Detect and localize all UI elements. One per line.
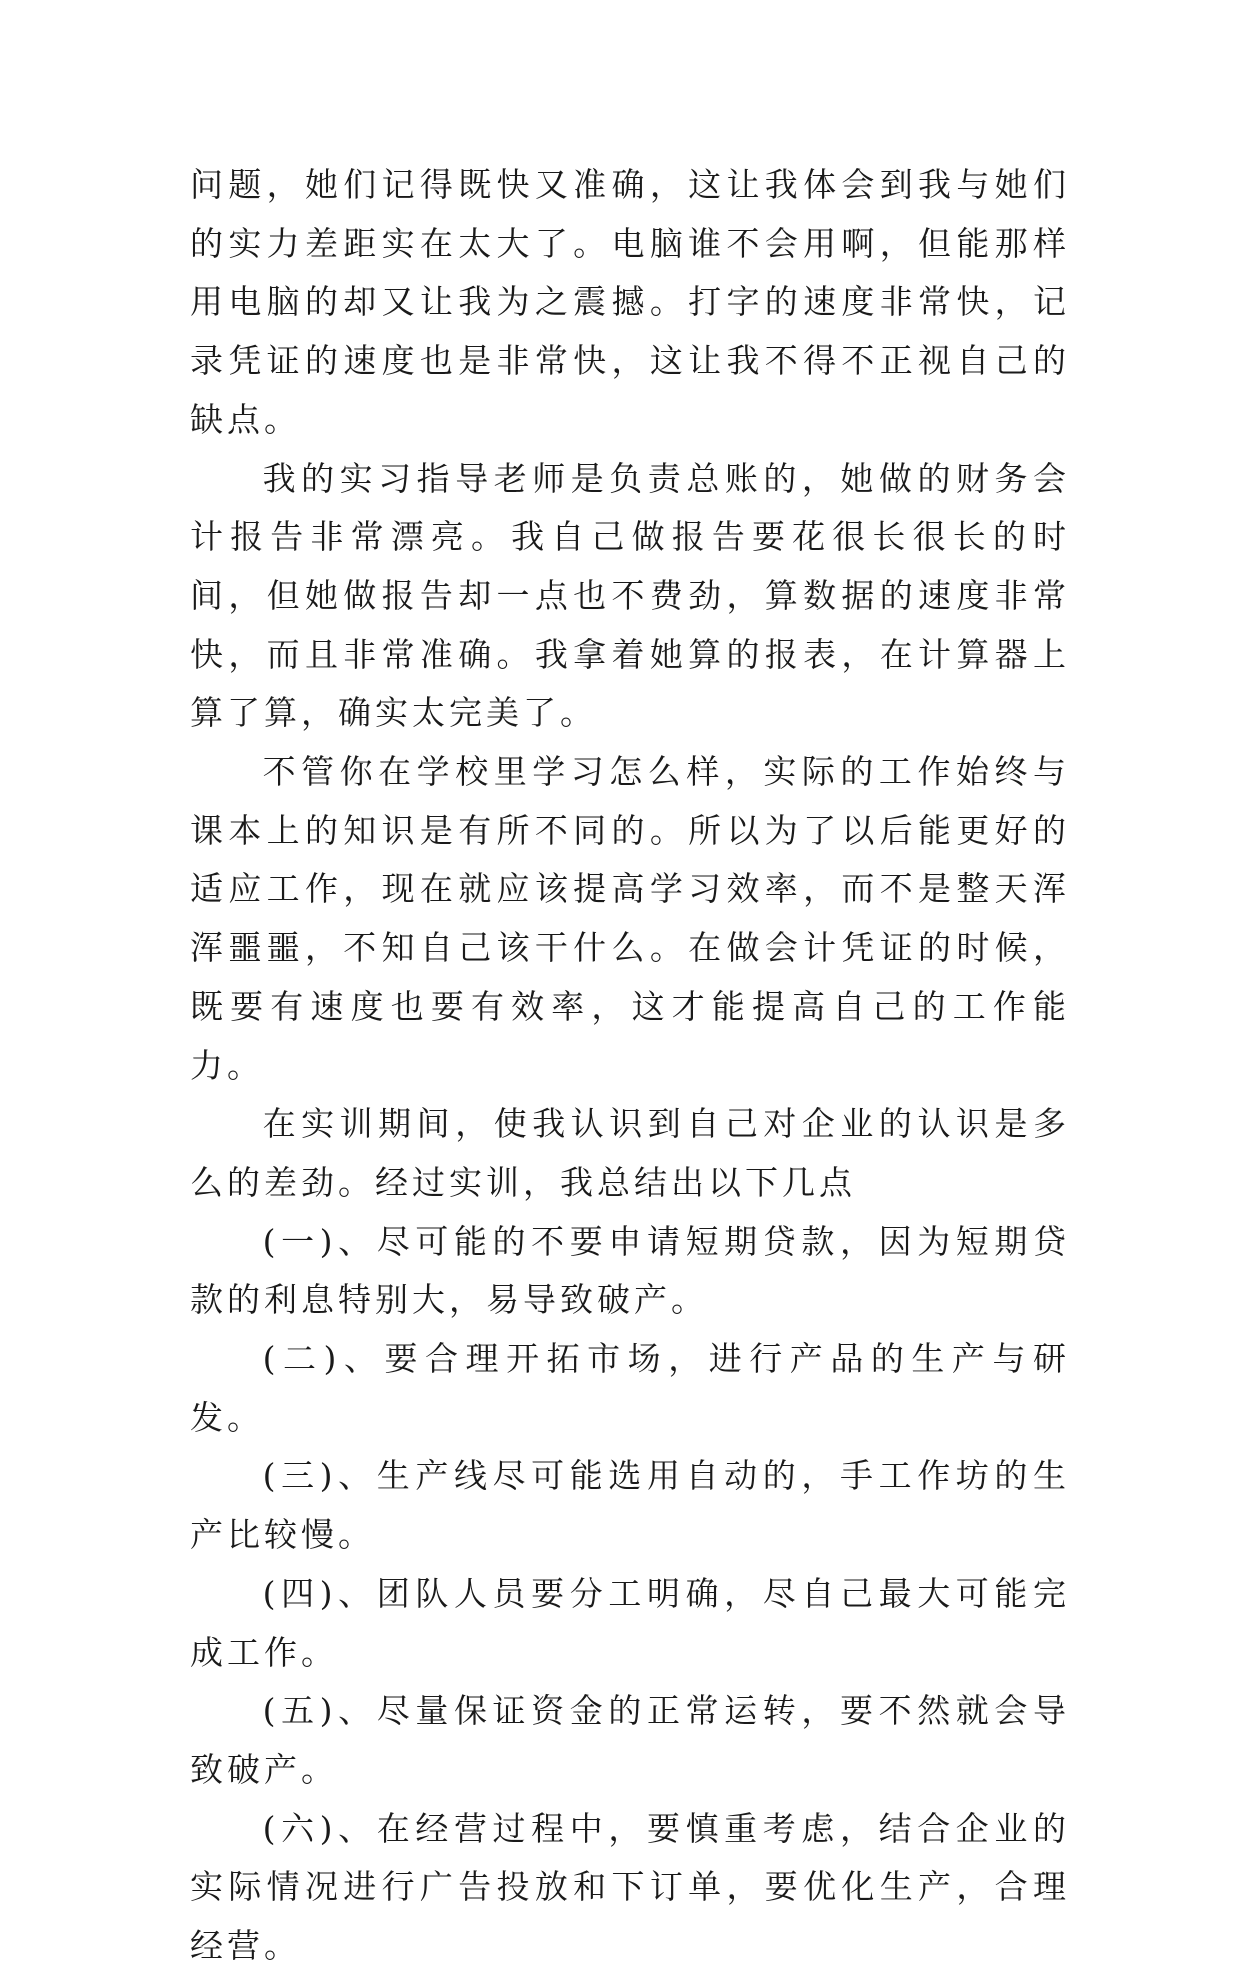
paragraph-2: 我的实习指导老师是负责总账的，她做的财务会计报告非常漂亮。我自己做报告要花很长很长的时间，但她做报告却一点也不费劲，算数据的速度非常快，而且非常准确。我拿着她算的报表，在计算器上算了算，确实太完美了。 [190,458,1070,733]
list-item-2: (二)、要合理开拓市场，进行产品的生产与研发。 [190,1339,1070,1437]
document-body [190,156,1070,1976]
list-item-6: (六)、在经营过程中，要慎重考虑，结合企业的实际情况进行广告投放和下订单，要优化生产，合理经营。 [190,1808,1070,1966]
list-item-5: (五)、尽量保证资金的正常运转，要不然就会导致破产。 [190,1691,1070,1789]
paragraph-4: 在实训期间，使我认识到自己对企业的认识是多么的差劲。经过实训，我总结出以下几点 [190,1104,1070,1202]
paragraph-1: 问题，她们记得既快又准确，这让我体会到我与她们的实力差距实在太大了。电脑谁不会用啊，但能那样用电脑的却又让我为之震撼。打字的速度非常快，记录凭证的速度也是非常快，这让我不得不正视自己的缺点。 [190,165,1070,439]
list-item-4: (四)、团队人员要分工明确，尽自己最大可能完成工作。 [190,1573,1070,1672]
list-item-3: (三)、生产线尽可能选用自动的，手工作坊的生产比较慢。 [190,1456,1070,1555]
list-item-1: (一)、尽可能的不要申请短期贷款，因为短期贷款的利息特别大，易导致破产。 [190,1221,1070,1320]
paragraph-3: 不管你在学校里学习怎么样，实际的工作始终与课本上的知识是有所不同的。所以为了以后能更好的适应工作，现在就应该提高学习效率，而不是整天浑浑噩噩，不知自己该干什么。在做会计凭证的时候，既要有速度也要有效率，这才能提高自己的工作能力。 [190,752,1070,1085]
